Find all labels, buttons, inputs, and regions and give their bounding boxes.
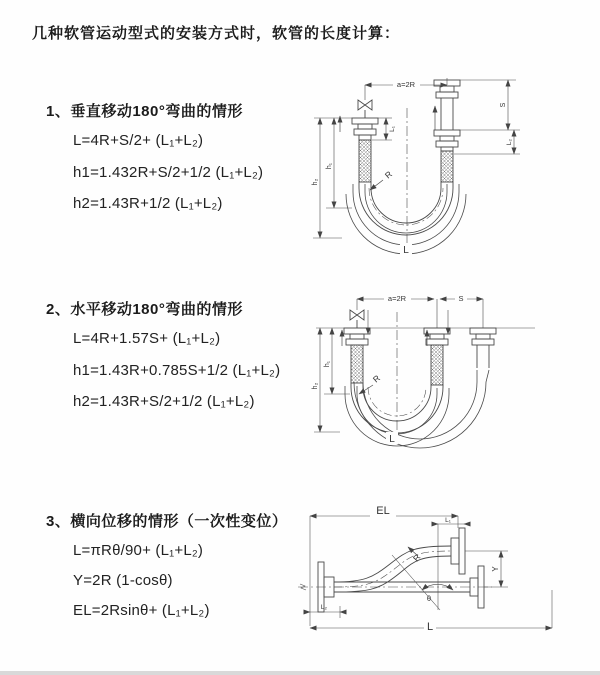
length-label: L: [403, 245, 409, 256]
radius-label: R: [382, 168, 394, 181]
diagram-lateral-displacement: [296, 498, 600, 648]
valve-icon: [350, 310, 364, 320]
section-3-heading: 3、横向位移的情形（一次性变位）: [46, 513, 288, 530]
dim-label-l1: L₁: [445, 517, 451, 524]
dim-label-y: Y: [491, 566, 500, 572]
dim-label-l2: L₂: [506, 138, 513, 146]
section-3-formula-Y: Y=2R (1-cosθ): [73, 572, 173, 589]
braided-hose-middle: [431, 345, 443, 385]
dim-label-a2r: a=2R: [396, 80, 416, 89]
section-2-formula-h2: h2=1.43R+S/2+1/2 (L₁+L₂): [73, 393, 255, 410]
radius-label: R: [370, 372, 382, 385]
page-title: 几种软管运动型式的安装方式时，软管的长度计算：: [32, 25, 401, 42]
dim-label-l2: L₂: [320, 604, 328, 611]
section-2-formula-L: L=4R+1.57S+ (L₁+L₂): [73, 330, 221, 347]
section-1-formula-L: L=4R+S/2+ (L₁+L₂): [73, 132, 204, 149]
braided-hose-right: [441, 151, 453, 182]
diagram-horizontal-180-bend: [310, 282, 600, 450]
length-label: L: [426, 621, 434, 633]
dim-label-h1: h₁: [326, 162, 333, 170]
section-3-formula-EL: EL=2Rsinθ+ (L₁+L₂): [73, 602, 210, 619]
dim-label-s: S: [500, 102, 507, 108]
radius-label: R: [410, 552, 423, 564]
section-3-formula-L: L=πRθ/90+ (L₁+L₂): [73, 542, 204, 559]
dim-label-l1: L₁: [389, 126, 396, 132]
section-1-formula-h1: h1=1.432R+S/2+1/2 (L₁+L₂): [73, 164, 264, 181]
section-2-heading: 2、水平移动180°弯曲的情形: [46, 301, 243, 318]
dim-label-h2: h₂: [312, 178, 319, 186]
length-label: L: [389, 434, 395, 445]
dim-label-el: EL: [376, 505, 390, 517]
section-1-heading: 1、垂直移动180°弯曲的情形: [46, 103, 243, 120]
dim-label-h2: h₂: [312, 382, 319, 390]
angle-label: θ: [426, 594, 432, 603]
valve-icon: [358, 100, 372, 110]
scan-edge-strip: [0, 671, 600, 675]
section-2-formula-h1: h1=1.43R+0.785S+1/2 (L₁+L₂): [73, 362, 281, 379]
braided-hose-left: [351, 345, 363, 383]
diagram-vertical-180-bend: [308, 70, 598, 265]
dim-label-h1: h₁: [324, 360, 331, 368]
dim-label-s: S: [458, 294, 464, 303]
braided-hose-left: [359, 140, 371, 182]
dim-label-a2r: a=2R: [387, 294, 407, 303]
section-1-formula-h2: h2=1.43R+1/2 (L₁+L₂): [73, 195, 223, 212]
